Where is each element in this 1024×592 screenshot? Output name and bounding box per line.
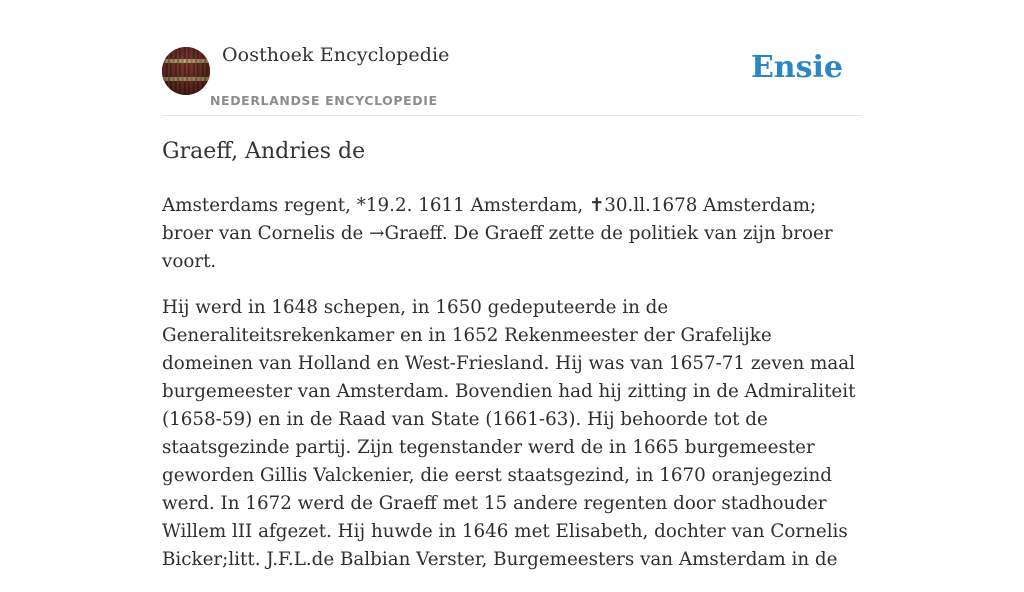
site-subtitle: NEDERLANDSE ENCYCLOPEDIE [210,93,438,108]
article-paragraph: Hij werd in 1648 schepen, in 1650 gedeputeerde in de Generaliteitsrekenkamer en in 1652 Rekenmeester der Grafelijke domeinen van Holland en West-Friesland. Hij was van 1657-71 zeven maal burgemeester van Amsterdam. Bovendien had hij zitting in de Admiraliteit (1658-59) en in de Raad van State (1661-63). Hij behoorde tot de staatsgezinde partij. Zijn tegenstander werd de in 1665 burgemeester geworden Gillis Valckenier, die eerst staatsgezind, in 1670 oranjegezind werd. In 1672 werd de Graeff met 15 andere regenten door stadhouder Willem lII afgezet. Hij huwde in 1646 met Elisabeth, dochter van Cornelis Bicker;litt. J.F.L.de Balbian Verster, Burgemeesters van Amsterdam in de [162,297,856,570]
article-body [162,192,862,592]
article-title: Graeff, Andries de [162,139,366,164]
article-paragraph: Amsterdams regent, *19.2. 1611 Amsterdam, ✝30.ll.1678 Amsterdam; broer van Cornelis de →Graeff. De Graeff zette de politiek van zijn broer voort. [162,195,833,272]
site-name-link[interactable]: Oosthoek Encyclopedie [222,44,450,66]
brand-logo-link[interactable]: Ensie [750,50,843,85]
avatar-shade [162,47,210,95]
encyclopedia-books-icon[interactable] [162,47,210,95]
site-header [162,0,862,116]
page-container [162,0,862,570]
